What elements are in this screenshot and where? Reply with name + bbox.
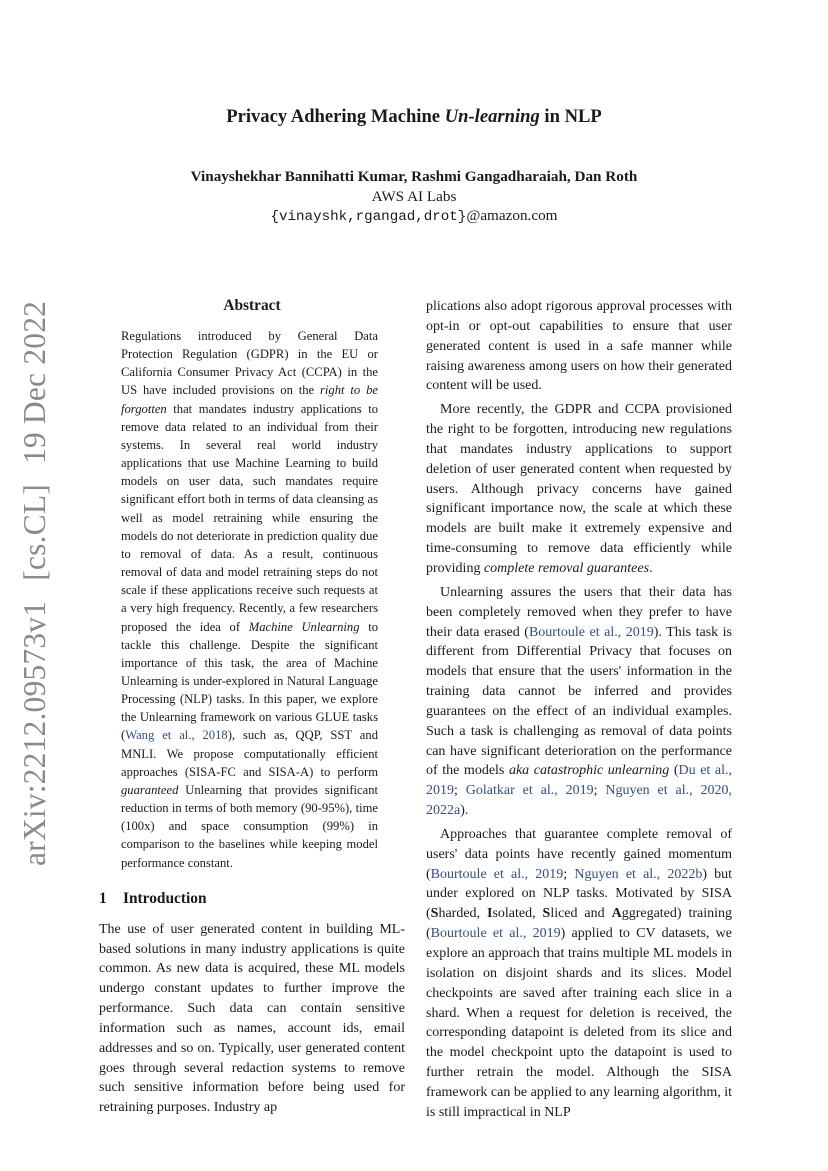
citation-link[interactable]: Bourtoule et al., 2019 [528, 624, 654, 640]
left-column [99, 296, 405, 1118]
body-paragraph: Unlearning assures the users that their data has been completely removed when they prefer to have their data erased (Bourtoule et al., 2019). This task is different from Differential Privacy that focuses on models that ensure that the users' information in the training data cannot be inferred and provides guarantees on the effect of an individual examples. Such a task is challenging as removal of data points can have significant deterioration on the performance of the models aka catastrophic unlearning (Du et al., 2019; Golatkar et al., 2019; Nguyen et al., 2020, 2022a). [426, 584, 733, 819]
intro-paragraph: The use of user generated content in building ML-based solutions in many industry applications is quite common. As new data is acquired, these ML models undergo constant updates to further improve the performance. Such data can contain sensitive information such as names, account ids, email addresses and so on. Typically, user generated content goes through several redaction systems to remove such sensitive information before being used for retraining purposes. Industry ap [99, 921, 405, 1116]
citation-link[interactable]: Bourtoule et al., 2019 [430, 866, 564, 882]
arxiv-category: [cs.CL] [17, 484, 52, 581]
citation-link[interactable]: Du et al., 2019 [426, 763, 732, 799]
right-column [426, 297, 732, 1123]
citation-link[interactable]: Nguyen et al., 2020, 2022a [426, 783, 732, 819]
abstract-text: Regulations introduced by General Data Protection Regulation (GDPR) in the EU or California Consumer Privacy Act (CCPA) in the US have included provisions on the right to be forgotten that mandates industry applications to remove data related to an individual from their systems. In several real world industry applications that use Machine Learning to build models on user data, such mandates require significant effort both in terms of data cleansing as well as model retraining while ensuring the models do not deteriorate in prediction quality due to removal of data. As a result, continuous removal of data and model retraining steps do not scale if these applications receive such requests at a very high frequency. Recently, a few researchers proposed the idea of Machine Unlearning to tackle this challenge. Despite the significant importance of this task, the area of Machine Unlearning is under-explored in Natural Language Processing (NLP) tasks. In this paper, we explore the Unlearning framework on various GLUE tasks (Wang et al., 2018), such as, QQP, SST and MNLI. We propose computationally efficient approaches (SISA-FC and SISA-A) to perform guaranteed Unlearning that provides significant reduction in terms of both memory (90-95%), time (100x) and space consumption (99%) in comparison to the baselines while keeping model performance constant. [121, 329, 378, 870]
citation-link[interactable]: Wang et al., 2018 [125, 728, 228, 743]
citation-link[interactable]: Bourtoule et al., 2019 [430, 926, 561, 942]
body-paragraph: More recently, the GDPR and CCPA provisioned the right to be forgotten, introducing new regulations that mandates industry applications to support deletion of user generated content when requested by users. Although privacy concerns have gained significant importance now, the scale at which these models are built make it extremely expensive and time-consuming to remove data efficiently while providing complete removal guarantees. [426, 402, 732, 576]
author-emails: {vinayshk,rgangad,drot}@amazon.com [270, 207, 558, 225]
affiliation: AWS AI Labs [371, 188, 457, 205]
arxiv-date: 19 Dec 2022 [17, 300, 52, 465]
abstract-heading: Abstract [223, 297, 281, 314]
arxiv-id: arXiv:2212.09573v1 [17, 600, 52, 866]
citation-link[interactable]: Golatkar et al., 2019 [465, 783, 594, 799]
paper-title: Privacy Adhering Machine Un-learning in NLP [226, 106, 602, 127]
section-heading-introduction: 1 Introduction [99, 889, 207, 907]
citation-link[interactable]: Nguyen et al., 2022b [574, 866, 703, 882]
arxiv-stamp [17, 300, 53, 866]
author-list: Vinayshekhar Bannihatti Kumar, Rashmi Gangadharaiah, Dan Roth [190, 168, 638, 185]
body-paragraph: plications also adopt rigorous approval processes with opt-in or opt-out capabilities to ensure that user generated content is used in a safe manner while raising awareness among users on how their generated content will be used. [426, 299, 732, 394]
body-paragraph: Approaches that guarantee complete removal of users' data points have recently gained momentum (Bourtoule et al., 2019; Nguyen et al., 2022b) but under explored on NLP tasks. Motivated by SISA (Sharded, Isolated, Sliced and Aggregated) training (Bourtoule et al., 2019) applied to CV datasets, we explore an approach that trains multiple ML models in isolation on disjoint shards and its slices. Model checkpoints are saved after training each slice in a shard. When a request for deletion is received, the corresponding datapoint is deleted from its slice and the model checkpoint upto the datapoint is used to further retrain the model. Although the SISA framework can be applied to any learning algorithm, it is still impractical in NLP [426, 826, 733, 1120]
